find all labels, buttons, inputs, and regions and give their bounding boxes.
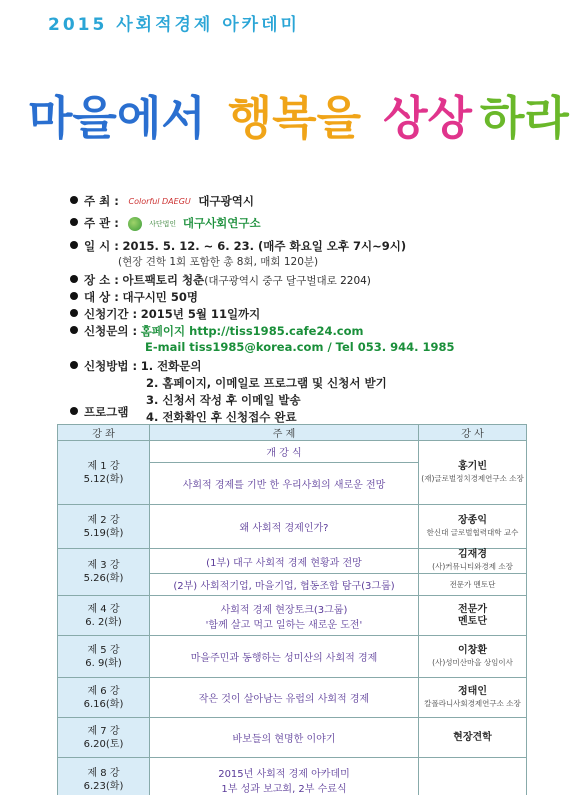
speaker-cell: 장종익 한신대 글로벌협력대학 교수 <box>419 505 527 549</box>
date-note: (현장 견학 1회 포함한 총 8회, 매회 120분) <box>118 256 319 268</box>
bullet-icon <box>70 241 78 249</box>
topic-cell: 바보들의 현명한 이야기 <box>150 718 419 758</box>
method-1: 1. 전화문의 <box>140 359 202 373</box>
bullet-icon <box>70 361 78 369</box>
program-label-line: 프로그램 <box>70 404 128 420</box>
topic-cell: 사회적 경제 현장토크(3그룹) '함께 살고 먹고 일하는 새로운 도전' <box>150 596 419 636</box>
topic-cell: 개 강 식 <box>150 441 419 463</box>
method-2: 2. 홈페이지, 이메일로 프로그램 및 신청서 받기 <box>146 376 387 390</box>
bullet-icon <box>70 275 78 283</box>
speaker-cell: 홍기빈 (재)글로벌정치경제연구소 소장 <box>419 441 527 505</box>
session-cell: 제 6 강 6.16(화) <box>58 678 150 718</box>
date-line: 일 시 : 2015. 5. 12. ~ 6. 23. (매주 화요일 오후 7시~9시) <box>70 238 406 254</box>
program-table <box>57 424 527 795</box>
table-row <box>58 596 527 636</box>
topic-cell: (2부) 사회적기업, 마을기업, 협동조합 탐구(3그룹) <box>150 574 419 596</box>
table-header-row <box>58 425 527 441</box>
colorful-daegu-logo: Colorful DAEGU <box>128 196 191 206</box>
topic-cell: 사회적 경제를 기반 한 우리사회의 새로운 전망 <box>150 463 419 505</box>
speaker-cell: 김재경 (사)커뮤니티와경제 소장 <box>419 549 527 574</box>
venue-name: 아트팩토리 청춘 <box>122 273 205 287</box>
period-line: 신청기간 : 2015년 5월 11일까지 <box>70 306 260 322</box>
bullet-icon <box>70 196 78 204</box>
table-row <box>58 549 527 574</box>
slogan-part-2: 행복을 <box>227 91 362 145</box>
inquiry-contact[interactable]: E-mail tiss1985@korea.com / Tel 053. 944. 1985 <box>145 340 455 354</box>
bullet-icon <box>70 407 78 415</box>
speaker-cell: 현장견학 <box>419 718 527 758</box>
speaker-cell: 정태인 칼폴라니사회경제연구소 소장 <box>419 678 527 718</box>
slogan <box>28 82 569 154</box>
session-cell: 제 5 강 6. 9(화) <box>58 636 150 678</box>
speaker-cell <box>419 758 527 795</box>
session-cell: 제 7 강 6.20(토) <box>58 718 150 758</box>
organizer-line: 주 관 : 사단법인 대구사회연구소 <box>70 215 261 231</box>
topic-cell: (1부) 대구 사회적 경제 현황과 전망 <box>150 549 419 574</box>
topic-cell: 왜 사회적 경제인가? <box>150 505 419 549</box>
session-cell: 제 3 강 5.26(화) <box>58 549 150 596</box>
table-row <box>58 718 527 758</box>
organizer-name: 대구사회연구소 <box>182 216 261 230</box>
slogan-part-1: 마을에서 <box>28 91 206 145</box>
target-value: 대구시민 50명 <box>122 290 199 304</box>
topic-cell: 마을주민과 동행하는 성미산의 사회적 경제 <box>150 636 419 678</box>
event-title: 2015 사회적경제 아카데미 <box>48 15 300 35</box>
speaker-cell: 이창환 (사)성미산마을 상임이사 <box>419 636 527 678</box>
bullet-icon <box>70 326 78 334</box>
slogan-part-3: 상상 <box>383 91 472 145</box>
table-row <box>58 758 527 795</box>
bullet-icon <box>70 309 78 317</box>
institute-logo <box>128 217 142 231</box>
method-3: 3. 신청서 작성 후 이메일 발송 <box>146 393 301 407</box>
header-session: 강 좌 <box>58 425 150 441</box>
target-line: 대 상 : 대구시민 50명 <box>70 289 198 305</box>
host-line: 주 최 : Colorful DAEGU 대구광역시 <box>70 193 254 209</box>
venue-address: (대구광역시 중구 달구벌대로 2204) <box>204 275 371 287</box>
table-row <box>58 441 527 463</box>
bullet-icon <box>70 292 78 300</box>
bullet-icon <box>70 218 78 226</box>
topic-cell: 작은 것이 살아남는 유럽의 사회적 경제 <box>150 678 419 718</box>
topic-cell: 2015년 사회적 경제 아카데미 1부 성과 보고회, 2부 수료식 <box>150 758 419 795</box>
inquiry-homepage[interactable]: 홈페이지 http://tiss1985.cafe24.com <box>140 324 364 338</box>
header-topic: 주 제 <box>150 425 419 441</box>
session-cell: 제 8 강 6.23(화) <box>58 758 150 795</box>
method-line: 신청방법 : 1. 전화문의 <box>70 358 202 374</box>
header-speaker: 강 사 <box>419 425 527 441</box>
venue-line: 장 소 : 아트팩토리 청춘(대구광역시 중구 달구벌대로 2204) <box>70 272 371 288</box>
period-value: 2015년 5월 11일까지 <box>140 307 261 321</box>
speaker-cell: 전문가 멘토단 <box>419 596 527 636</box>
table-row <box>58 636 527 678</box>
session-cell: 제 4 강 6. 2(화) <box>58 596 150 636</box>
table-row <box>58 678 527 718</box>
inquiry-line: 신청문의 : 홈페이지 http://tiss1985.cafe24.com <box>70 323 364 339</box>
session-cell: 제 2 강 5.19(화) <box>58 505 150 549</box>
speaker-cell: 전문가 멘토단 <box>419 574 527 596</box>
session-cell: 제 1 강 5.12(화) <box>58 441 150 505</box>
method-4: 4. 전화확인 후 신청접수 완료 <box>146 410 297 424</box>
date-value: 2015. 5. 12. ~ 6. 23. (매주 화요일 오후 7시~9시) <box>122 239 407 253</box>
slogan-part-4: 하라 <box>479 91 569 145</box>
host-name: 대구광역시 <box>198 194 254 208</box>
table-row <box>58 505 527 549</box>
